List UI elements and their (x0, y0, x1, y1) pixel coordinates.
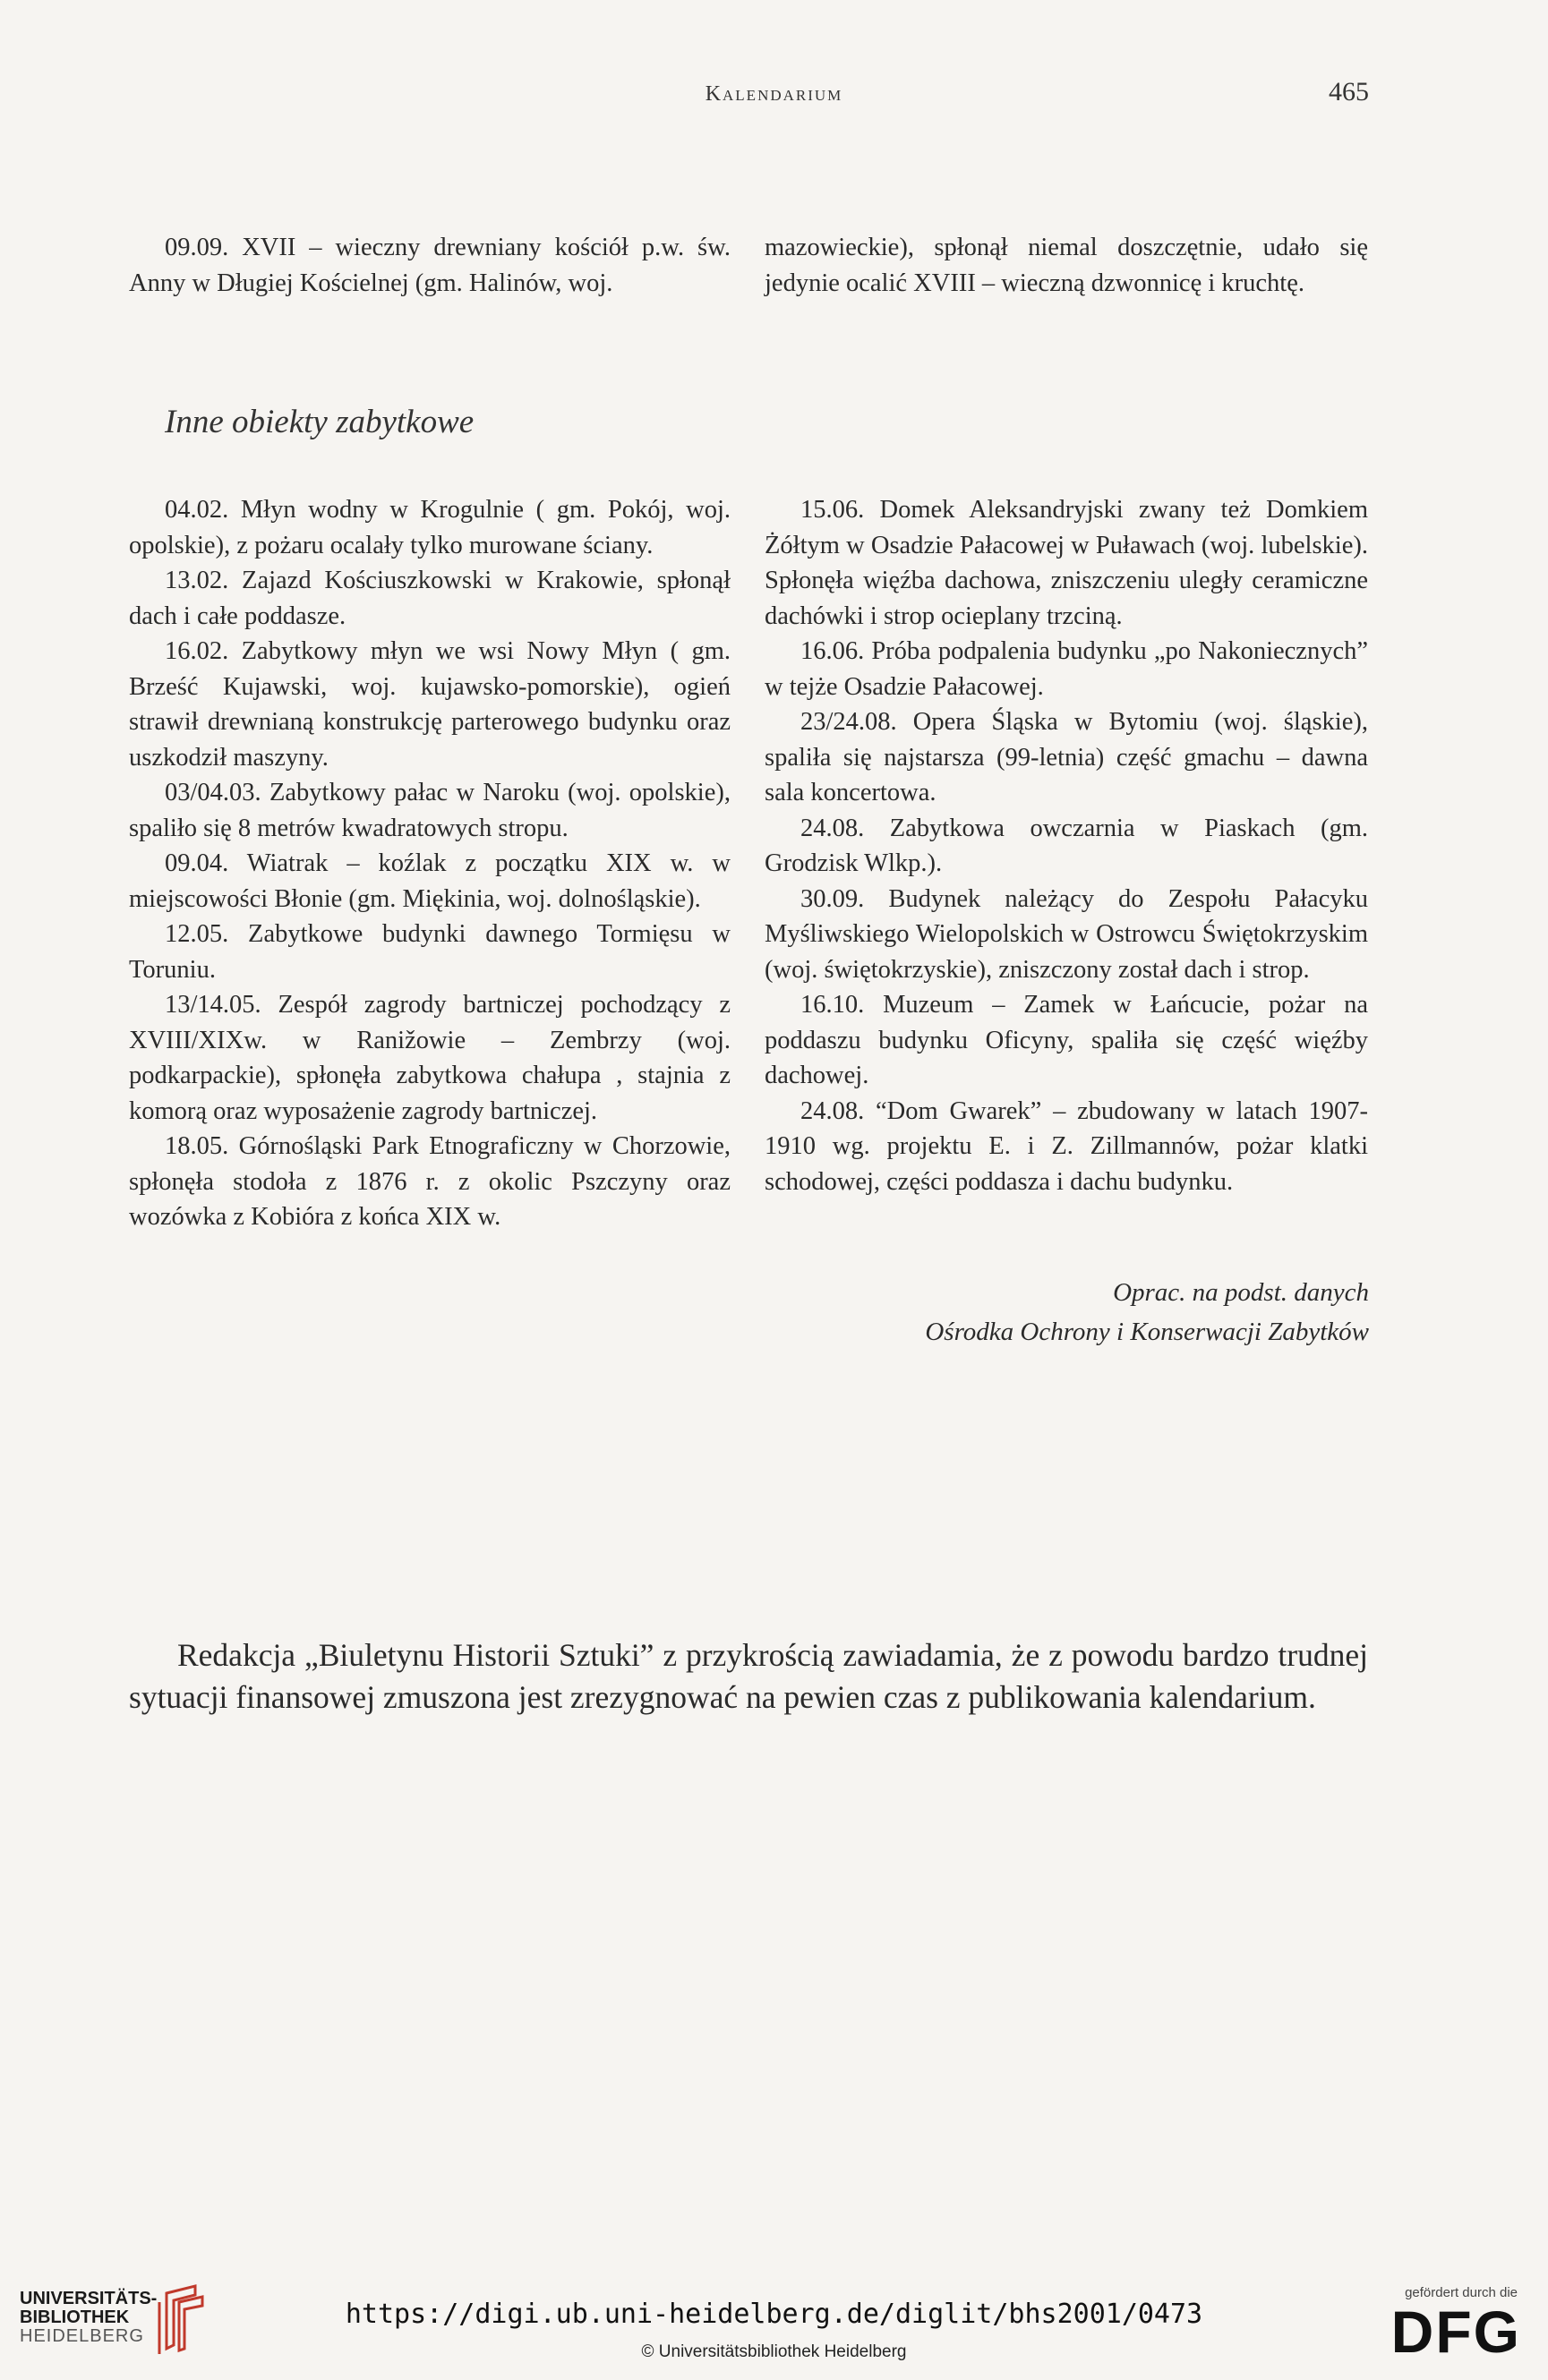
entries-right-column (765, 492, 1368, 1199)
permalink-url[interactable]: https://digi.ub.uni-heidelberg.de/diglit/bhs2001/0473 (345, 2299, 1203, 2330)
credits-line-2: Ośrodka Ochrony i Konserwacji Zabytków (925, 1318, 1369, 1346)
entry: 04.02. Młyn wodny w Krogulnie ( gm. Pokój, woj. opolskie), z pożaru ocalały tylko murowane ściany. (129, 496, 731, 559)
running-head: Kalendarium (705, 82, 843, 106)
library-line-1: UNIVERSITÄTS- (20, 2289, 158, 2308)
entry: 13.02. Zajazd Kościuszkowski w Krakowie, spłonął dach i całe poddasze. (129, 567, 731, 630)
intro-left-column (129, 230, 731, 301)
entries-left-column (129, 492, 731, 1235)
entry: 16.02. Zabytkowy młyn we wsi Nowy Młyn ( gm. Brześć Kujawski, woj. kujawsko-pomorskie), ogień strawił drewnianą konstrukcję parterowego budynku oraz uszkodził maszyny. (129, 637, 731, 772)
credits-line-1: Oprac. na podst. danych (1113, 1278, 1369, 1307)
entry: 12.05. Zabytkowe budynki dawnego Tormięsu w Toruniu. (129, 920, 731, 984)
entry: 23/24.08. Opera Śląska w Bytomiu (woj. śląskie), spaliła się najstarsza (99-letnia) część gmachu – dawna sala koncertowa. (765, 708, 1368, 806)
library-line-2: BIBLIOTHEK (20, 2307, 130, 2327)
entry: 16.06. Próba podpalenia budynku „po Nakoniecznych” w tejże Osadzie Pałacowej. (765, 637, 1368, 701)
entry: 13/14.05. Zespół zagrody bartniczej pochodzący z XVIII/XIXw. w Ranižowie – Zembrzy (woj. podkarpackie), spłonęła zabytkowa chałupa , stajnia z komorą oraz wyposażenie zagrody bartniczej. (129, 991, 731, 1125)
entry: 24.08. “Dom Gwarek” – zbudowany w latach 1907-1910 wg. projektu E. i Z. Zillmannów, pożar klatki schodowej, części poddasza i dachu budynku. (765, 1096, 1368, 1196)
entry: 15.06. Domek Aleksandryjski zwany też Domkiem Żółtym w Osadzie Pałacowej w Puławach (woj. lubelskie). Spłonęła więźba dachowa, zniszczeniu uległy ceramiczne dachówki i strop ocieplany trzciną. (765, 496, 1368, 630)
entry: 09.04. Wiatrak – koźlak z początku XIX w. w miejscowości Błonie (gm. Miękinia, woj. dolnośląskie). (129, 849, 731, 913)
entry: 24.08. Zabytkowa owczarnia w Piaskach (gm. Grodzisk Wlkp.). (765, 814, 1368, 877)
notice-paragraph: Redakcja „Biuletynu Historii Sztuki” z przykrością zawiadamia, że z powodu bardzo trudnej sytuacji finansowej zmuszona jest zrezygnować na pewien czas z publikowania kalendarium. (129, 1637, 1368, 1715)
page-number: 465 (1329, 77, 1369, 107)
intro-paragraph-right: mazowieckie), spłonął niemal doszczętnie, udało się jedynie ocalić XVIII – wieczną dzwonnicę i kruchtę. (765, 234, 1368, 297)
entry: 30.09. Budynek należący do Zespołu Pałacyku Myśliwskiego Wielopolskich w Ostrowcu Świętokrzyskim (woj. świętokrzyskie), zniszczony został dach i strop. (765, 884, 1368, 984)
dfg-logo: DFG (1390, 2299, 1521, 2365)
section-heading: Inne obiekty zabytkowe (165, 404, 475, 440)
entry: 16.10. Muzeum – Zamek w Łańcucie, pożar na poddaszu budynku Oficyny, spaliła się część więźby dachowej. (765, 991, 1368, 1089)
intro-paragraph-left: 09.09. XVII – wieczny drewniany kościół p.w. św. Anny w Długiej Kościelnej (gm. Halinów, woj. (129, 234, 731, 297)
entry: 03/04.03. Zabytkowy pałac w Naroku (woj. opolskie), spaliło się 8 metrów kwadratowych stropu. (129, 779, 731, 842)
copyright-text: © Universitätsbibliothek Heidelberg (641, 2342, 907, 2361)
library-line-3: HEIDELBERG (20, 2326, 144, 2346)
credits (925, 1273, 1369, 1352)
entry: 18.05. Górnośląski Park Etnograficzny w Chorzowie, spłonęła stodoła z 1876 r. z okolic Pszczyny oraz wozówka z Kobióra z końca XIX w. (129, 1132, 731, 1231)
funding-caption: gefördert durch die (1405, 2285, 1518, 2300)
intro-right-column (765, 230, 1368, 301)
editorial-notice (129, 1634, 1368, 1719)
